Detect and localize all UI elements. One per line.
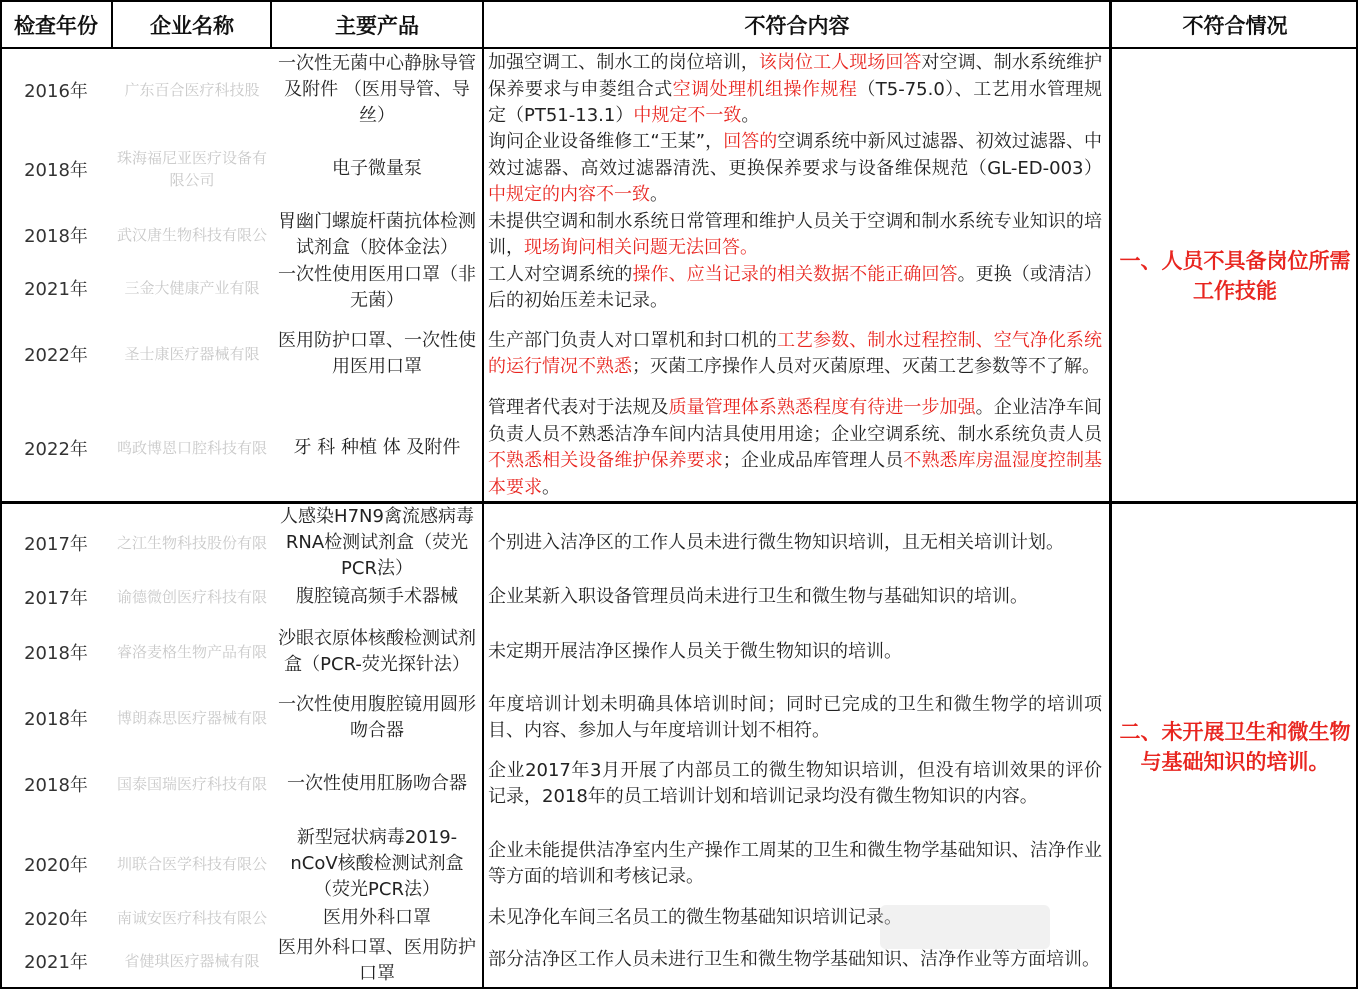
row-company: 谕德微创医疗科技有限 [116,588,267,606]
grid-line [270,0,272,49]
row-company: 之江生物科技股份有限 [116,534,267,552]
highlight-text: 回答的 [723,131,778,153]
row-product: 一次性使用肛肠吻合器 [287,773,467,794]
content-text: 部分洁净区工作人员未进行卫生和微生物学基础知识、洁净作业等方面培训。 [488,949,1100,971]
row-product: 一次性使用腹腔镜用圆形吻合器 [278,694,476,741]
row-company: 睿洛麦格生物产品有限 [116,643,267,661]
content-text: 未定期开展洁净区操作人员关于微生物知识的培训。 [488,640,902,662]
row-company: 圳联合医学科技有限公 [116,855,267,873]
content-text: 。企业洁净车间负责人员不熟悉洁净车间内洁具使用用途；企业空调系统、制水系统负责人员 [488,397,1103,445]
row-product: 一次性使用医用口罩（非无菌） [278,264,476,311]
content-text: 。更换（或清洁）后的初始压差未记录。 [488,263,1103,311]
row-year: 2021年 [24,279,88,300]
row-company: 广东百合医疗科技股 [124,81,260,99]
content-text: 加强空调工、制水工的岗位培训， [488,52,759,74]
content-text: 。 [542,476,560,498]
highlight-text: 工艺参数、制水过程控制、空气净化系统的运行情况不熟悉 [488,329,1102,377]
row-content [484,582,1108,612]
highlight-text: 不熟悉相关设备维护保养要求 [488,450,723,471]
row-product: 新型冠状病毒2019-nCoV核酸检测试剂盒（荧光PCR法） [290,827,464,900]
content-text: 询问企业设备维修工“王某”， [488,131,724,153]
row-product: 医用防护口罩、一次性使用医用口罩 [278,330,476,377]
row-company: 珠海福尼亚医疗设备有限公司 [116,149,267,189]
grid-line [0,0,2,989]
row-year: 2017年 [24,534,88,555]
row-year: 2020年 [24,855,88,876]
row-year: 2018年 [24,160,88,181]
highlight-text: 操作、应当记录的相关数据不能正确回答 [632,263,958,285]
highlight-text: 中规定不一致 [633,105,742,127]
row-content [484,744,1108,824]
row-content [484,314,1108,394]
row-year: 2018年 [24,709,88,730]
row-year: 2022年 [24,439,88,460]
situation-group-1: 一、人员不具备岗位所需工作技能 [1119,249,1351,303]
content-text: ；企业成品库管理人员 [722,450,904,471]
row-content [484,612,1108,692]
row-content [484,50,1108,130]
highlight-text: 不熟悉库房温湿度控制基本要求 [488,450,1103,498]
row-product: 人感染H7N9禽流感病毒RNA检测试剂盒（荧光PCR法） [280,506,474,579]
row-content [484,824,1108,904]
row-product: 电子微量泵 [332,158,422,179]
content-text: 企业未能提供洁净室内生产操作工周某的卫生和微生物学基础知识、洁净作业等方面的培训和考核记录。 [488,839,1102,887]
content-text: 。 [741,105,760,127]
row-content [484,262,1108,314]
row-content [484,394,1108,502]
grid-line [482,0,484,989]
row-product: 胃幽门螺旋杆菌抗体检测试剂盒（胶体金法） [278,211,476,258]
content-text: 工人对空调系统的 [488,263,633,285]
content-text: 年度培训计划未明确具体培训时间；同时已完成的卫生和微生物学的培训项目、内容、参加人与年度培训计划不相符。 [488,693,1102,741]
row-company: 圣士康医疗器械有限 [124,345,260,363]
row-product: 医用外科口罩、医用防护口罩 [278,936,476,984]
row-year: 2018年 [24,226,88,247]
row-year: 2018年 [24,775,88,796]
content-text: 。 [650,184,668,206]
row-year: 2017年 [24,588,88,609]
row-company: 南诚安医疗科技有限公 [116,909,267,927]
row-year: 2020年 [24,909,88,930]
row-content [484,130,1108,208]
header-product: 主要产品 [272,0,482,49]
row-company: 博朗森思医疗器械有限 [116,709,267,727]
content-text: 未见净化车间三名员工的微生物基础知识培训记录。 [488,906,902,928]
row-company: 武汉唐生物科技有限公 [116,226,267,244]
content-text: ；灭菌工序操作人员对灭菌原理、灭菌工艺参数等不了解。 [632,356,1100,377]
highlight-text: 空调处理机组操作规程 [672,78,858,100]
content-text: 个别进入洁净区的工作人员未进行微生物知识培训，且无相关培训计划。 [488,531,1064,553]
header-content: 不符合内容 [484,0,1110,49]
row-content [484,208,1108,262]
content-text: 管理者代表对于法规及 [488,397,669,418]
highlight-text: 该岗位工人现场回答 [758,52,922,74]
row-product: 牙 科 种植 体 及附件 [293,437,461,458]
grid-line [1109,0,1112,989]
row-product: 医用外科口罩 [323,907,431,928]
situation-group-2: 二、未开展卫生和微生物与基础知识的培训。 [1119,719,1351,774]
grid-line [0,47,1358,49]
row-year: 2018年 [24,643,88,664]
highlight-text: 质量管理体系熟悉程度有待进一步加强 [668,397,976,418]
content-text: 企业某新入职设备管理员尚未进行卫生和微生物与基础知识的培训。 [488,585,1028,607]
row-year: 2022年 [24,345,88,366]
content-text: 未提供空调和制水系统日常管理和维护人员关于空调和制水系统专业知识的培训， [488,210,1102,258]
highlight-text: 现场询问相关问题无法回答。 [524,237,758,258]
content-text: 对空调、制水系统维护保养要求与申菱组合式 [488,52,1103,100]
header-year: 检查年份 [0,0,112,49]
header-company: 企业名称 [113,0,271,49]
row-content [484,692,1108,744]
row-company: 省健琪医疗器械有限 [124,951,260,970]
watermark-shape [880,905,1050,949]
grid-line [0,0,1358,2]
row-content [484,504,1108,582]
row-product: 一次性无菌中心静脉导管及附件 （医用导管、导丝） [278,53,476,126]
content-text: （T5-75.0）、工艺用水管理规定（PT51-13.1） [488,78,1102,127]
content-text: 生产部门负责人对口罩机和封口机的 [488,329,777,351]
row-product: 腹腔镜高频手术器械 [296,586,458,607]
row-company: 鸣政博恩口腔科技有限 [116,439,267,457]
row-company: 国泰国瑞医疗科技有限 [116,775,267,793]
content-text: 空调系统中新风过滤器、初效过滤器、中效过滤器、高效过滤器清洗、更换保养要求与设备维保规范（GL-ED-003） [488,131,1102,179]
row-year: 2016年 [24,81,88,102]
row-company: 三金大健康产业有限 [124,279,260,297]
grid-line [111,0,113,49]
content-text: 企业2017年3月开展了内部员工的微生物知识培训，但没有培训效果的评价记录，2018年的员工培训计划和培训记录均没有微生物知识的内容。 [488,759,1102,807]
row-product: 沙眼衣原体核酸检测试剂盒（PCR-荧光探针法） [278,628,476,675]
highlight-text: 中规定的内容不一致 [488,184,650,206]
header-situation: 不符合情况 [1112,0,1358,49]
grid-line [0,501,1358,504]
row-year: 2021年 [24,951,88,973]
